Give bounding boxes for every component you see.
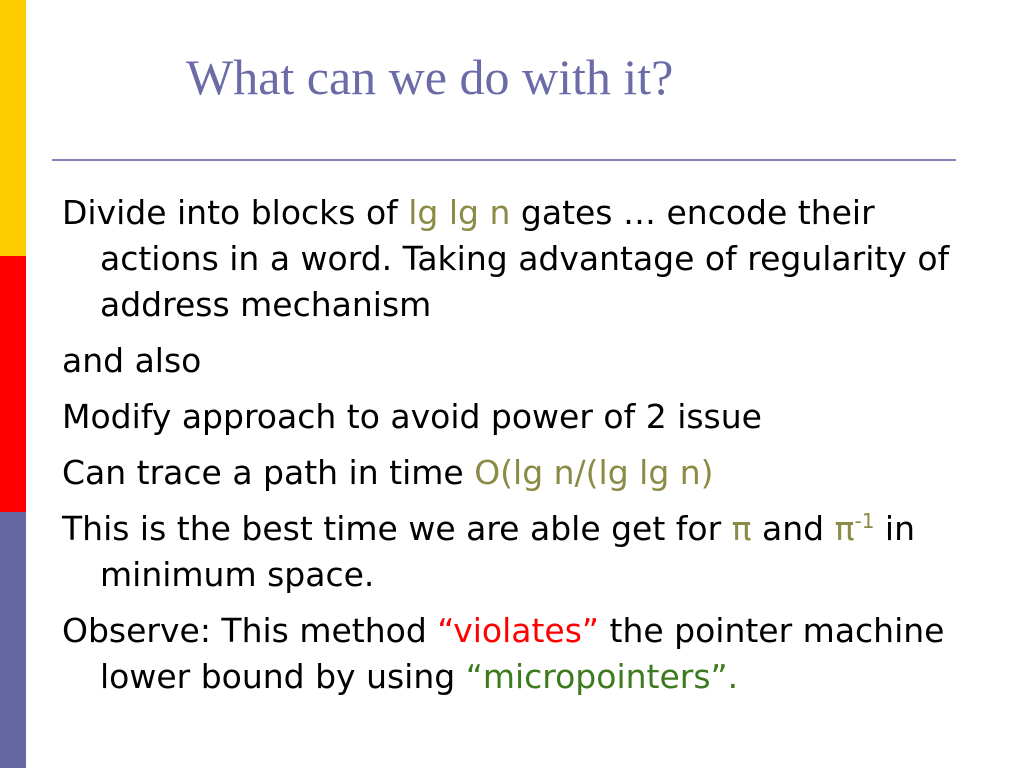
text-span: Can trace a path in time xyxy=(62,453,475,492)
text-span: This is the best time we are able get for xyxy=(62,509,732,548)
bullet-best-time xyxy=(62,506,962,598)
text-span: Observe: This method xyxy=(62,611,438,650)
accent-bar-red xyxy=(0,256,26,512)
title-divider xyxy=(52,159,956,161)
math-pi: π xyxy=(731,509,752,548)
highlight-violates: “violates” xyxy=(437,611,600,650)
text-span: gates … encode their actions in a word. Taking advantage of regularity of address mechanism xyxy=(100,193,950,324)
bullet-trace-path xyxy=(62,450,962,496)
slide-title: What can we do with it? xyxy=(186,49,674,105)
highlight-micropointers: “micropointers”. xyxy=(465,657,739,696)
pi-symbol: π xyxy=(834,509,855,548)
bullet-and-also: and also xyxy=(62,341,202,380)
accent-bar-yellow xyxy=(0,0,26,256)
bullet-modify-approach: Modify approach to avoid power of 2 issue xyxy=(62,397,762,436)
math-lglgn: lg lg n xyxy=(408,193,511,232)
slide-body xyxy=(62,190,962,710)
accent-bar-blue xyxy=(0,512,26,768)
math-time-bound: O(lg n/(lg lg n) xyxy=(474,453,714,492)
math-pi-inverse xyxy=(835,509,875,548)
text-span: the pointer machine lower bound by using xyxy=(100,611,945,696)
text-span: and xyxy=(751,509,835,548)
inverse-exponent: -1 xyxy=(854,509,875,533)
text-span: in minimum space. xyxy=(100,509,916,594)
bullet-divide-blocks xyxy=(62,190,962,328)
text-span: Divide into blocks of xyxy=(62,193,409,232)
bullet-observe xyxy=(62,608,962,700)
